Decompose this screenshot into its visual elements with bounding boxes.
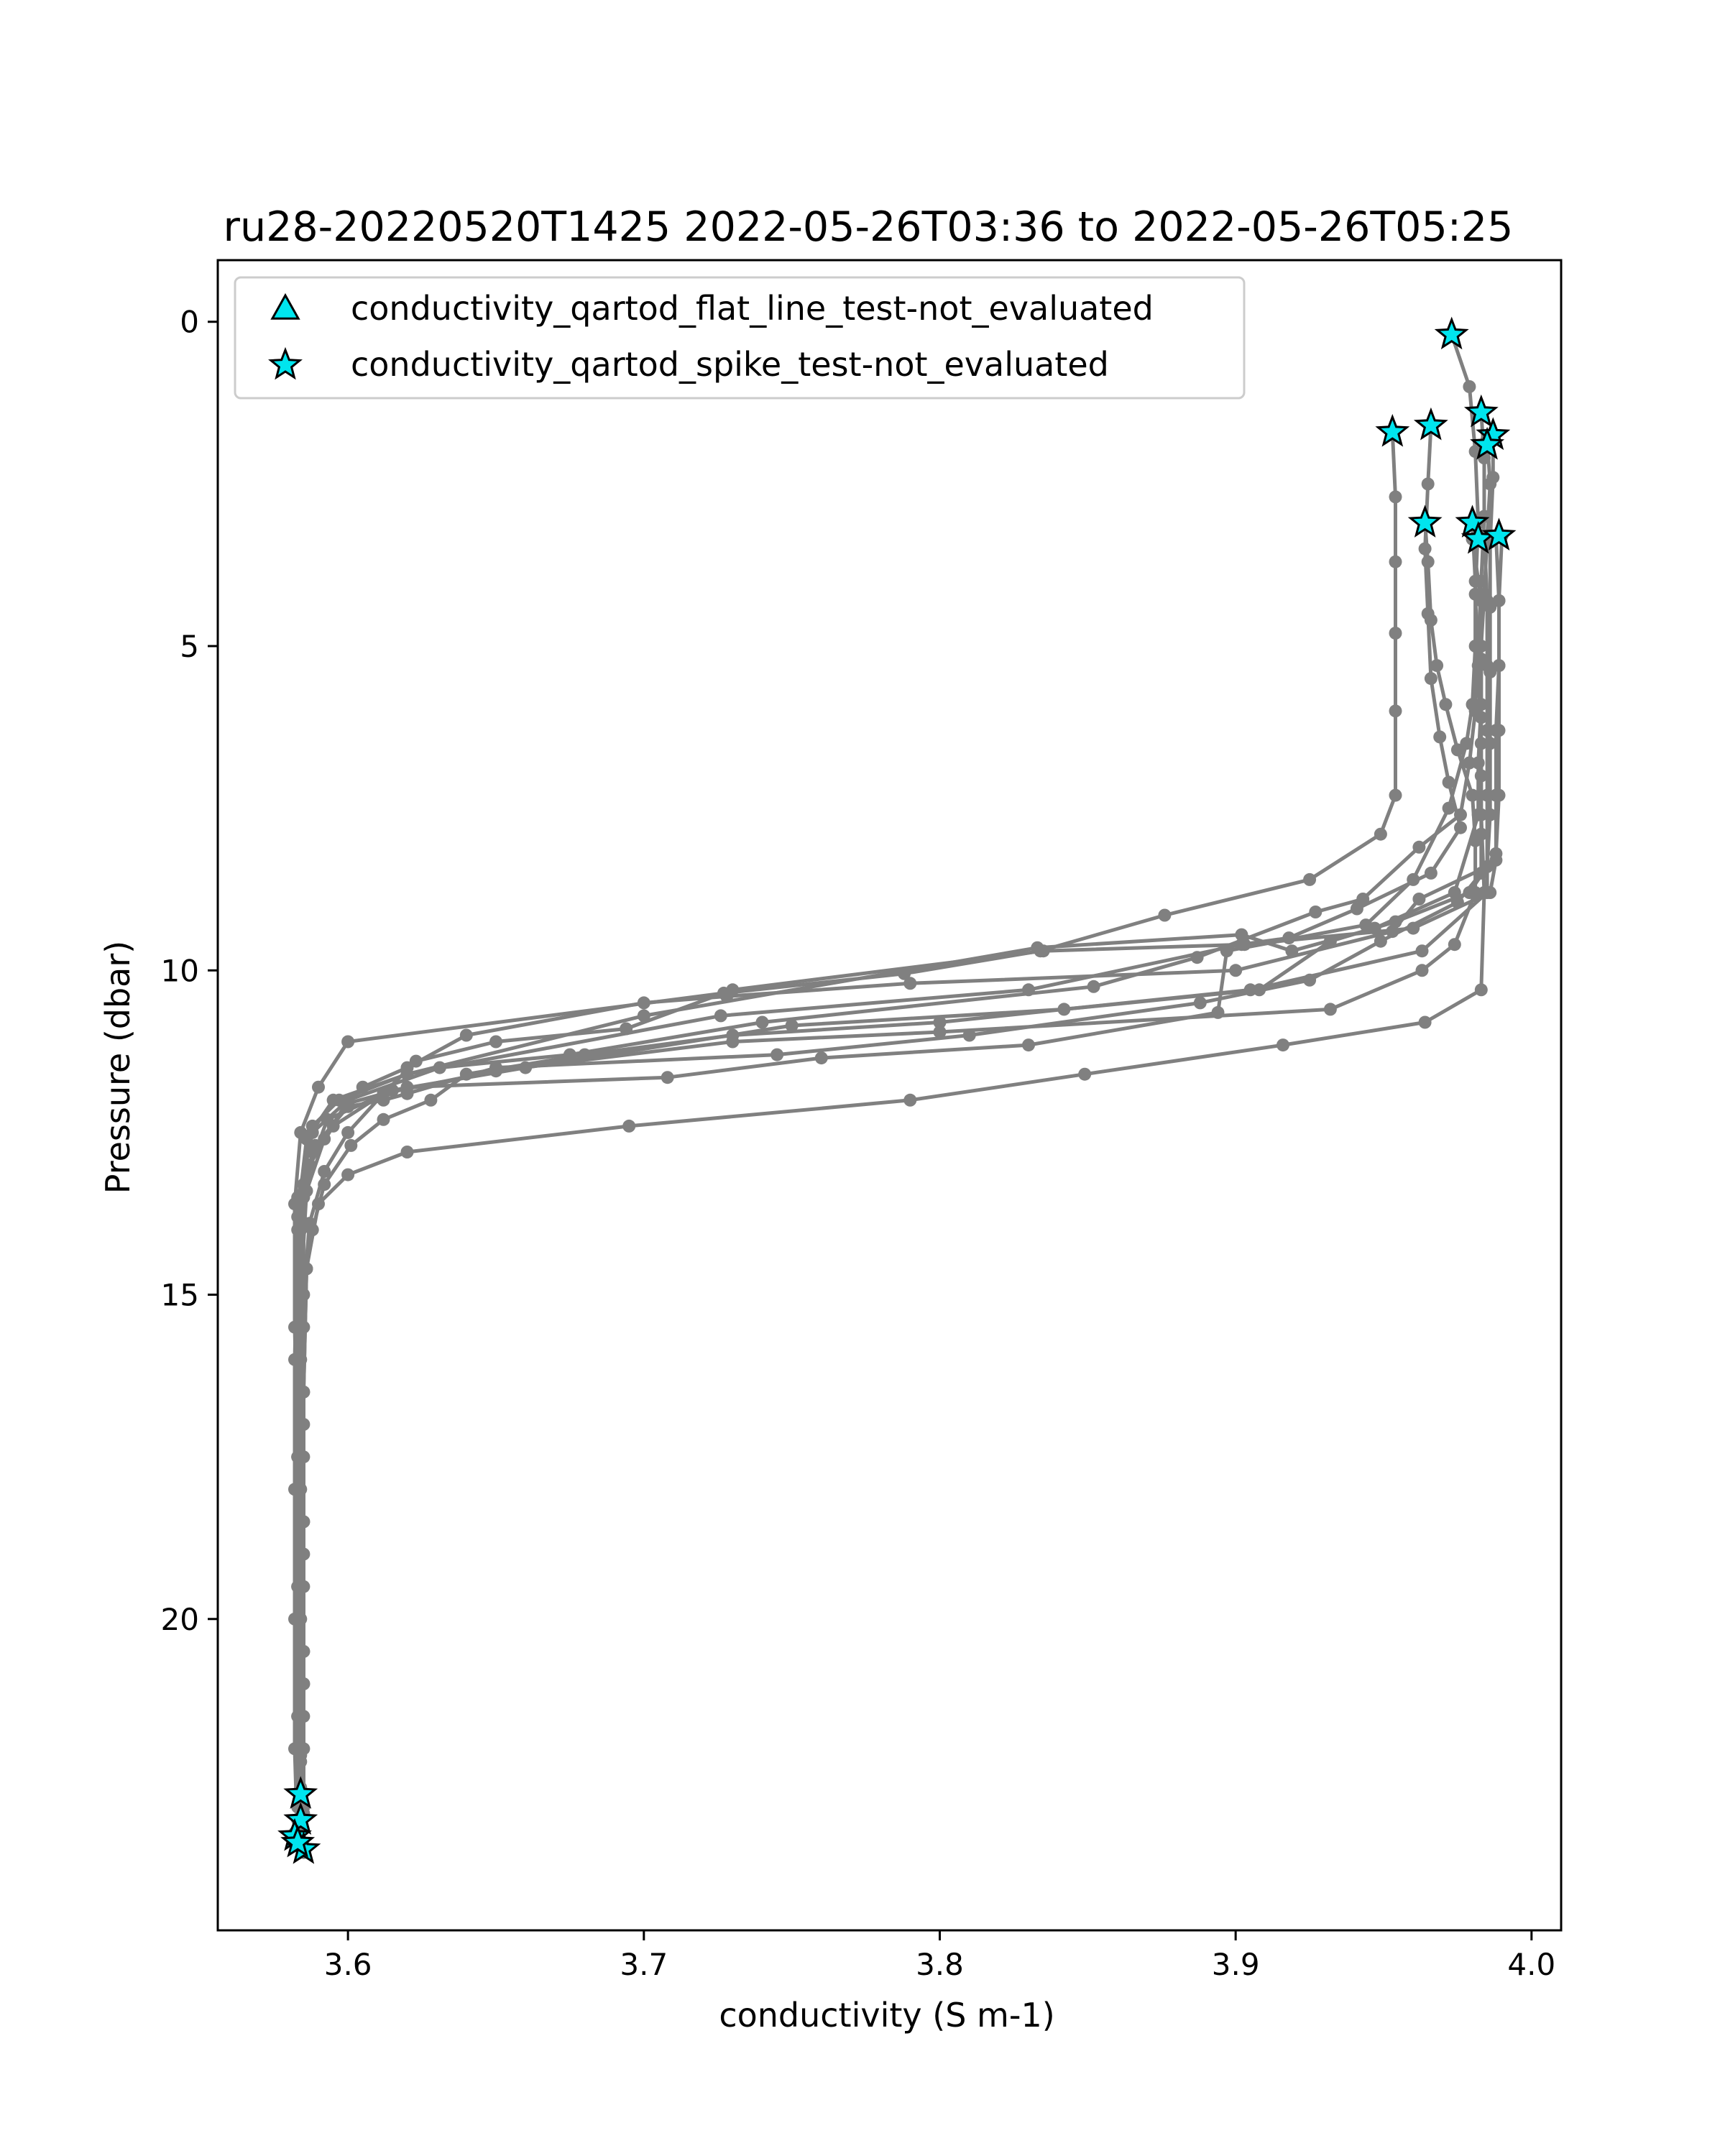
data-point [1356,893,1369,906]
data-point [1244,983,1257,996]
data-point [1460,737,1473,750]
data-point [903,977,916,990]
data-point [318,1133,331,1146]
legend [235,277,1244,398]
data-point [1416,964,1429,977]
legend-entry-label: conductivity_qartod_flat_line_test-not_evaluated [351,289,1154,328]
data-point [1481,659,1494,672]
data-point [622,1120,635,1133]
data-point [1481,594,1494,607]
data-point [903,1094,916,1107]
data-point [1191,951,1204,964]
data-point [377,1087,390,1100]
data-point [1407,922,1420,935]
data-point [1022,1038,1035,1051]
data-point [1309,906,1322,918]
data-point [1484,886,1496,899]
data-point [318,1165,331,1178]
data-point [1037,944,1050,957]
data-point [1466,698,1479,711]
data-point [1489,789,1502,802]
data-point [1475,983,1488,996]
x-axis-label: conductivity (S m-1) [719,1996,1055,2035]
data-point [297,1548,310,1561]
data-point [1374,828,1387,841]
data-point [303,1217,316,1230]
data-point [726,1029,739,1042]
data-point [1389,704,1402,717]
x-tick-label: 3.8 [916,1947,964,1982]
data-point [1158,909,1171,922]
data-point [1194,996,1207,1009]
data-point [1439,698,1452,711]
data-point [1433,730,1446,743]
y-tick-label: 15 [160,1277,199,1313]
data-point [1389,789,1402,802]
y-axis-label: Pressure (dbar) [98,940,137,1194]
data-point [1422,477,1435,490]
data-point [1425,672,1438,685]
data-point [306,1126,319,1139]
data-point [341,1036,354,1049]
data-point [460,1068,473,1081]
data-point [1489,724,1502,737]
data-point [1407,873,1420,886]
data-point [424,1094,437,1107]
data-point [297,1677,310,1690]
data-point [312,1081,325,1094]
data-point [377,1113,390,1126]
data-point [770,1049,783,1061]
data-point [1425,614,1438,627]
data-point [1430,659,1443,672]
data-point [1389,627,1402,640]
data-point [1212,1006,1225,1019]
data-point [1425,867,1438,880]
data-point [1389,490,1402,503]
data-point [1493,594,1506,607]
data-point [356,1081,369,1094]
data-point [1412,893,1425,906]
y-tick-label: 5 [180,629,199,665]
data-point [1416,944,1429,957]
data-point [1229,964,1242,977]
data-point [1324,1003,1337,1015]
x-tick-label: 3.9 [1211,1947,1260,1982]
data-point [726,983,739,996]
data-point [1419,1016,1432,1029]
data-point [341,1094,354,1107]
data-point [661,1071,674,1084]
data-point [756,1016,769,1029]
data-point [1078,1068,1091,1081]
data-point [1463,380,1476,393]
data-point [433,1061,446,1074]
data-point [934,1016,947,1029]
x-tick-label: 4.0 [1507,1947,1556,1982]
legend-entry-label: conductivity_qartod_spike_test-not_evaluated [351,345,1109,384]
data-point [401,1087,414,1100]
chart-title: ru28-20220520T1425 2022-05-26T03:36 to 2022-05-26T05:25 [223,203,1514,251]
data-point [410,1055,423,1068]
data-point [1422,556,1435,568]
data-point [1486,471,1499,484]
data-point [300,1184,313,1197]
y-tick-label: 20 [160,1601,199,1637]
data-point [1454,808,1467,821]
data-point [489,1036,502,1049]
y-tick-label: 0 [180,304,199,340]
data-point [297,1289,310,1302]
data-point [297,1418,310,1431]
data-point [1303,873,1316,886]
data-point [341,1169,354,1181]
data-point [579,1049,592,1061]
data-point [620,1023,632,1036]
data-point [1276,1038,1289,1051]
data-point [1454,821,1467,834]
data-point [714,1009,727,1022]
data-point [1238,938,1251,951]
data-point [1389,556,1402,568]
data-point [1493,659,1506,672]
data-point [1448,938,1461,951]
data-point [638,996,650,1009]
data-point [1489,854,1502,867]
data-point [401,1146,414,1158]
data-point [341,1126,354,1139]
data-point [460,1029,473,1042]
data-point [815,1051,828,1064]
data-point [1087,980,1100,993]
y-tick-label: 10 [160,953,199,989]
data-point [963,1029,976,1042]
data-point [1443,802,1455,815]
data-point [1412,841,1425,854]
x-tick-label: 3.7 [620,1947,668,1982]
data-point [344,1139,357,1152]
data-point [1466,789,1479,802]
x-tick-label: 3.6 [323,1947,372,1982]
data-point [1359,918,1372,931]
